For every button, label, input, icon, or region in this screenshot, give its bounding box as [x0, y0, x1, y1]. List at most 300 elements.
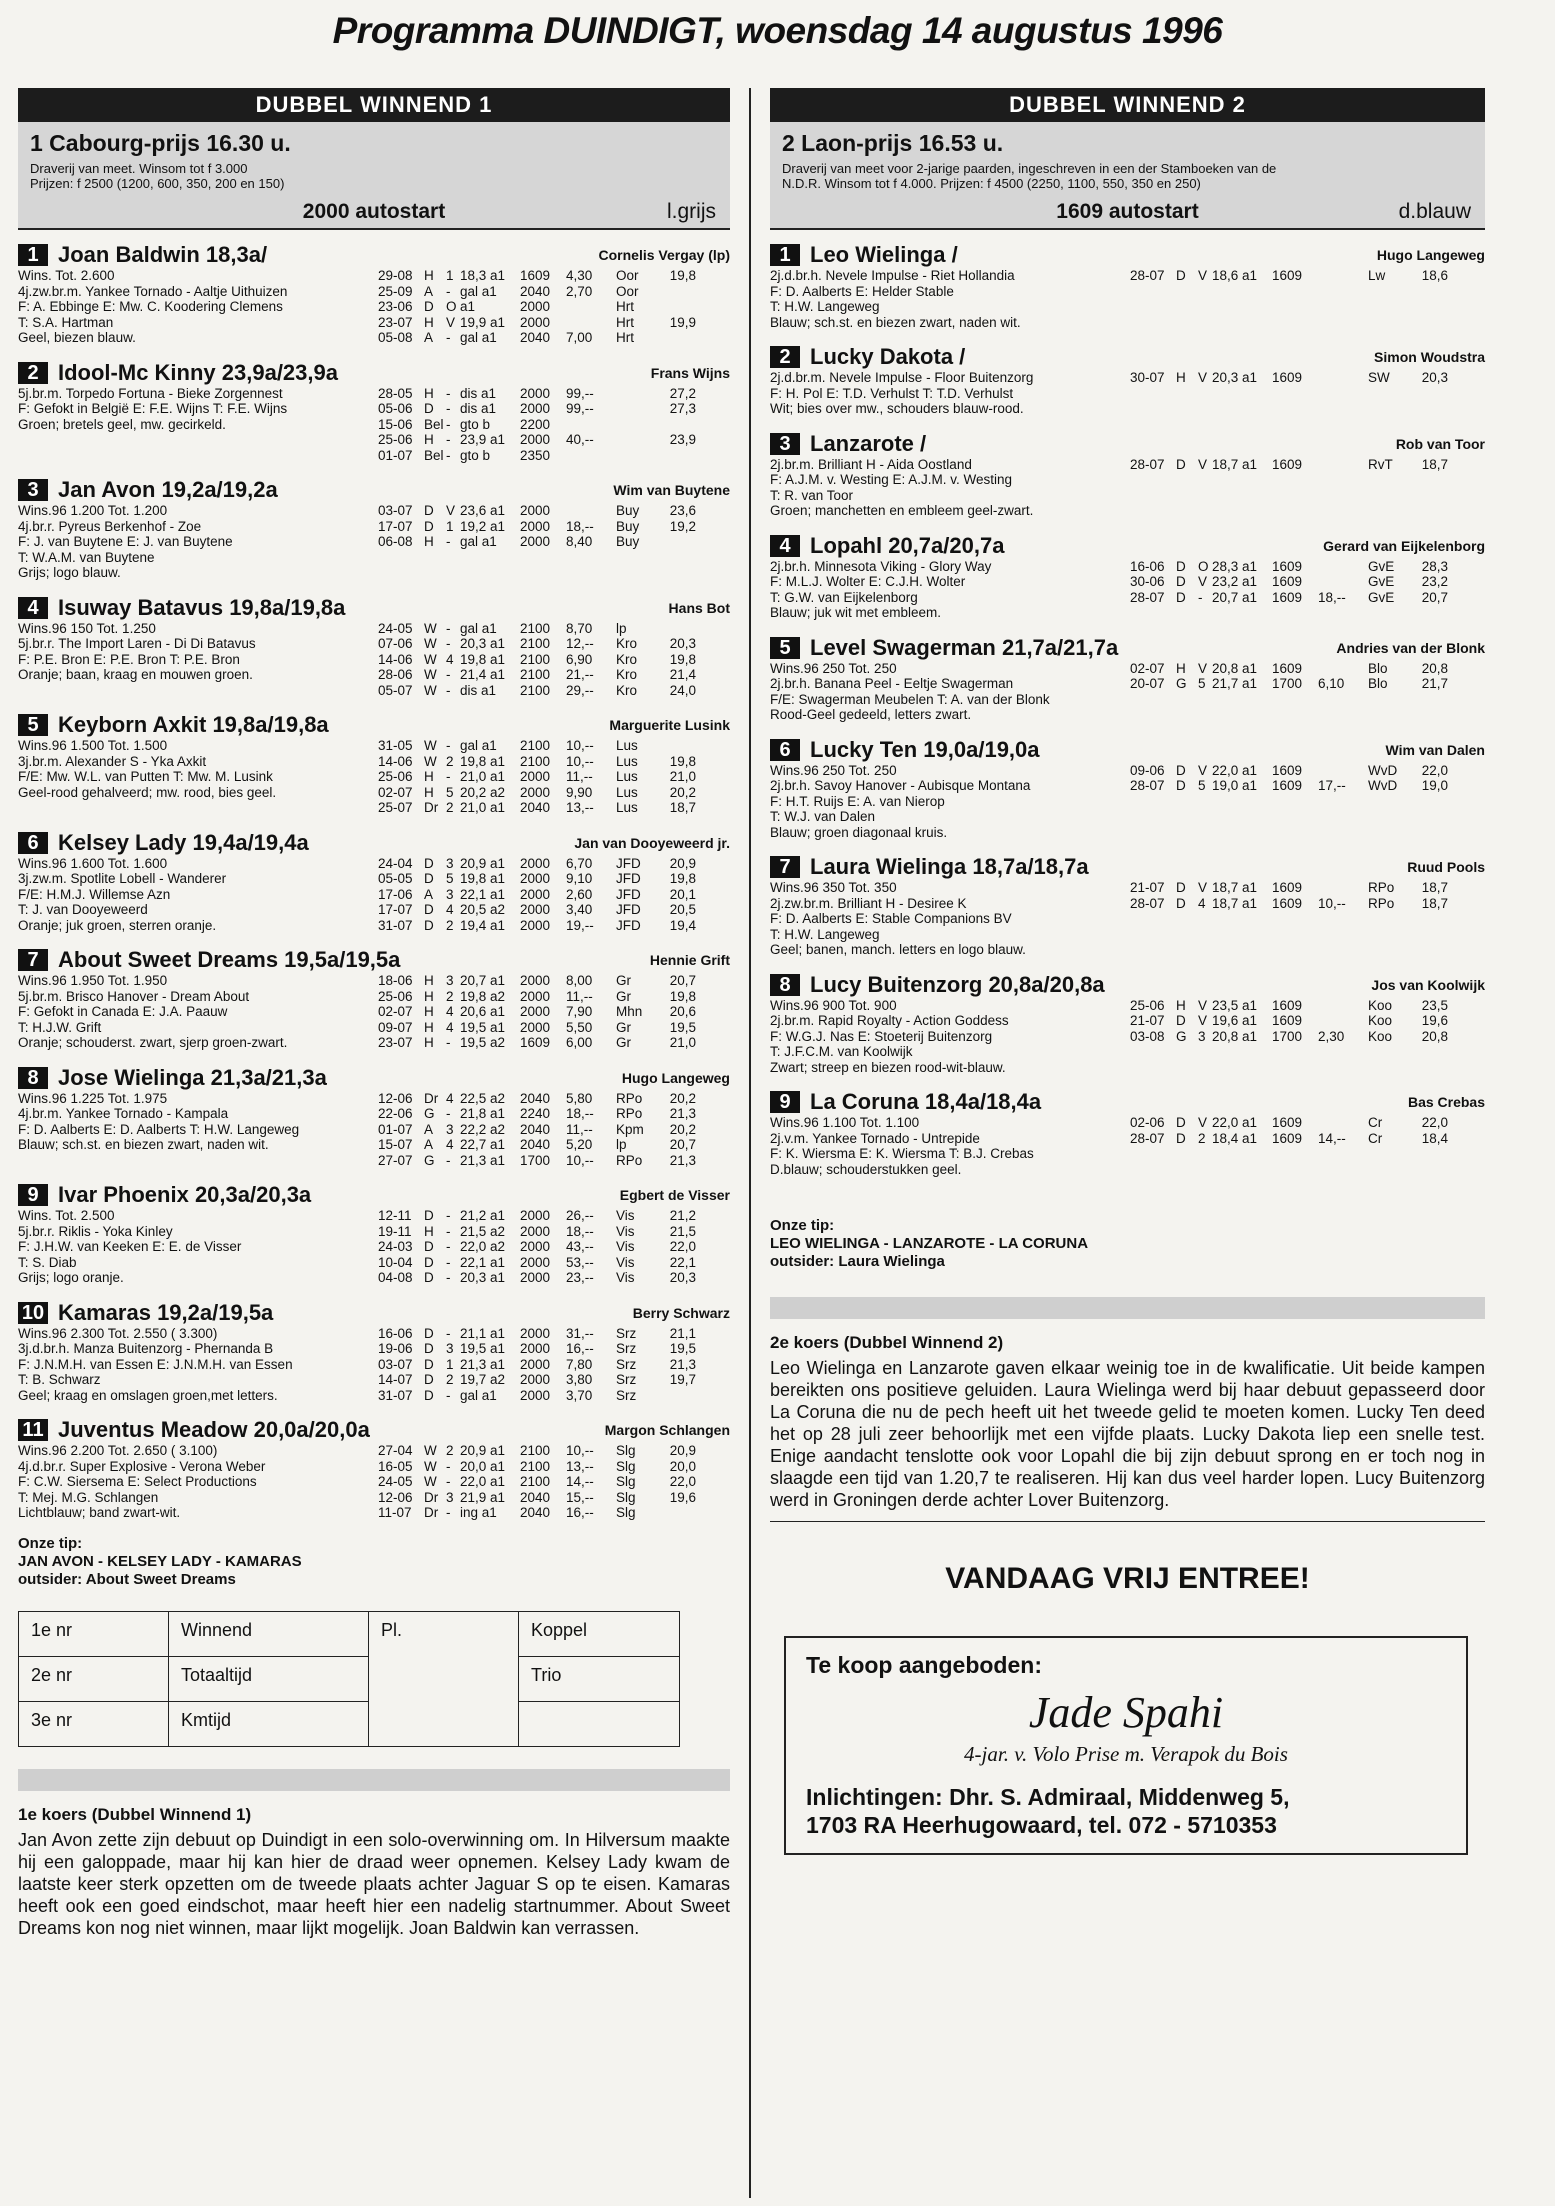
- result-cell: Blo: [1368, 676, 1388, 691]
- result-cell: 16,--: [566, 1341, 594, 1356]
- result-cell: -: [446, 738, 451, 753]
- result-cell: Gr: [616, 988, 631, 1004]
- result-row: [378, 1505, 730, 1521]
- start-results: [378, 1091, 730, 1169]
- result-cell: -: [446, 416, 451, 432]
- result-cell: Koo: [1368, 997, 1393, 1013]
- result-cell: D: [424, 518, 434, 534]
- result-cell: D: [424, 1270, 434, 1285]
- result-cell: 22,0 a1: [1212, 762, 1258, 778]
- result-cell: O: [446, 299, 457, 314]
- result-cell: 20,2: [669, 784, 696, 800]
- result-cell: 2000: [520, 886, 551, 902]
- result-cell: 2040: [520, 1121, 551, 1137]
- result-cell: 2000: [520, 855, 551, 871]
- result-cell: 2040: [520, 330, 551, 345]
- result-cell: ing a1: [460, 1505, 497, 1520]
- result-cell: 20-07: [1130, 676, 1165, 691]
- result-cell: D: [424, 503, 434, 518]
- info-line: F: Gefokt in Canada E: J.A. Paauw: [18, 1004, 228, 1019]
- result-row: [1130, 1115, 1485, 1131]
- result-cell: 05-07: [378, 682, 413, 698]
- info-line: Blauw; sch.st. en biezen zwart, naden wit.: [770, 314, 1021, 330]
- result-cell: 5: [446, 784, 454, 800]
- info-line: T: J.F.C.M. van Koolwijk: [770, 1044, 913, 1059]
- result-cell: 99,--: [566, 401, 594, 416]
- runner-body: [18, 856, 730, 934]
- result-row: [1130, 763, 1485, 779]
- result-cell: 18,6: [1421, 268, 1448, 283]
- race-distance: 1609 autostart: [1056, 200, 1199, 223]
- result-cell: H: [424, 1035, 434, 1050]
- result-cell: H: [424, 314, 434, 330]
- start-results: [378, 1208, 730, 1286]
- result-cell: 2100: [520, 1474, 551, 1489]
- runner-entry: [770, 972, 1485, 1076]
- result-cell: Lw: [1368, 268, 1386, 283]
- bet-grid: [18, 1611, 680, 1747]
- result-cell: 31-07: [378, 917, 413, 933]
- info-line: Wins.96 1.200 Tot. 1.200: [18, 503, 168, 518]
- result-cell: 22,0 a1: [1212, 1115, 1258, 1130]
- result-cell: 15-06: [378, 416, 413, 432]
- result-cell: 2100: [520, 682, 551, 698]
- ad-horse-name: Jade Spahi: [1028, 1688, 1224, 1737]
- result-cell: 23,2: [1421, 574, 1448, 589]
- result-cell: 2000: [520, 432, 551, 447]
- info-line: Geel, biezen blauw.: [18, 330, 136, 345]
- result-cell: D: [424, 1239, 434, 1254]
- result-cell: Slg: [616, 1443, 636, 1458]
- result-cell: 12,--: [566, 636, 594, 651]
- result-cell: 20,3 a1: [460, 1270, 506, 1285]
- result-cell: -: [446, 1474, 451, 1489]
- result-cell: O: [1198, 558, 1209, 574]
- section-header: DUBBEL WINNEND 1: [18, 88, 730, 122]
- result-cell: -: [446, 1505, 451, 1520]
- result-cell: 5,80: [566, 1090, 593, 1106]
- result-cell: [566, 448, 616, 464]
- result-cell: 22-06: [378, 1106, 413, 1121]
- result-cell: 2000: [520, 385, 551, 401]
- result-cell: 20,0: [669, 1458, 696, 1474]
- start-number: 1: [18, 244, 48, 266]
- result-cell: H: [424, 534, 434, 549]
- result-cell: 2040: [520, 1137, 551, 1152]
- result-cell: [656, 299, 696, 315]
- result-cell: -: [446, 620, 451, 636]
- result-cell: 20,7: [669, 1137, 696, 1152]
- result-row: [378, 1372, 730, 1388]
- result-cell: [616, 432, 656, 448]
- start-results: [378, 1443, 730, 1521]
- result-cell: H: [424, 988, 434, 1004]
- info-line: T: W.J. van Dalen: [770, 809, 876, 824]
- info-line: 2j.d.br.h. Nevele Impulse - Riet Hollandia: [770, 268, 1015, 283]
- runner-info: [770, 661, 1130, 723]
- free-entry-banner: VANDAAG VRIJ ENTREE!: [945, 1562, 1310, 1595]
- result-cell: Slg: [616, 1474, 636, 1489]
- result-cell: Hrt: [616, 299, 634, 314]
- result-cell: 23-06: [378, 299, 413, 314]
- result-cell: Slg: [616, 1505, 636, 1520]
- result-cell: 28-07: [1130, 589, 1165, 605]
- info-line: 2j.d.br.m. Nevele Impulse - Floor Buitenzorg: [770, 370, 1034, 385]
- result-cell: 10-04: [378, 1254, 413, 1270]
- result-cell: 5: [446, 871, 454, 886]
- result-cell: 2000: [520, 503, 551, 518]
- result-cell: 18,6 a1: [1212, 268, 1258, 283]
- result-cell: 23,5: [1421, 997, 1448, 1013]
- info-line: T: R. van Toor: [770, 487, 854, 503]
- result-cell: 05-08: [378, 330, 413, 345]
- result-cell: 29-08: [378, 268, 413, 283]
- info-line: 5j.br.r. Riklis - Yoka Kinley: [18, 1223, 173, 1239]
- result-cell: 22,0: [1421, 762, 1448, 778]
- result-cell: 16,--: [566, 1505, 594, 1520]
- info-line: 2j.br.h. Savoy Hanover - Aubisque Montana: [770, 778, 1031, 793]
- result-cell: 24-04: [378, 855, 413, 871]
- result-cell: Koo: [1368, 1013, 1393, 1028]
- result-cell: Kro: [616, 682, 638, 698]
- result-cell: 20,9: [669, 855, 696, 871]
- result-cell: 27,2: [669, 385, 696, 401]
- result-cell: 1700: [1272, 1028, 1303, 1044]
- result-cell: W: [424, 667, 437, 682]
- start-results: [1130, 457, 1485, 519]
- result-cell: 21,0 a1: [460, 800, 506, 815]
- result-cell: JFD: [616, 902, 641, 917]
- start-number: 5: [770, 637, 800, 659]
- result-cell: 23,6 a1: [460, 503, 506, 518]
- result-cell: 8,70: [566, 620, 593, 636]
- result-cell: 19,8: [669, 871, 696, 886]
- result-cell: 1609: [1272, 574, 1303, 589]
- result-row: [378, 315, 730, 331]
- result-cell: [1318, 998, 1368, 1014]
- runner-header: [18, 947, 730, 973]
- info-line: 4j.zw.br.m. Yankee Tornado - Aaltje Uithuizen: [18, 283, 288, 299]
- runner-info: [18, 1091, 378, 1169]
- info-line: 3j.zw.m. Spotlite Lobell - Wanderer: [18, 871, 227, 886]
- grid-cell: Koppel: [519, 1612, 679, 1657]
- result-cell: -: [446, 385, 451, 401]
- result-cell: G: [424, 1106, 435, 1121]
- horse-name: La Coruna 18,4a/18,4a: [810, 1089, 1042, 1114]
- horse-name: Kamaras 19,2a/19,5a: [58, 1299, 274, 1325]
- result-cell: gal a1: [460, 330, 497, 345]
- result-cell: W: [424, 1458, 437, 1474]
- result-cell: 2000: [520, 1387, 551, 1403]
- runner-info: [18, 738, 378, 816]
- result-cell: H: [424, 784, 434, 800]
- result-row: [378, 503, 730, 519]
- result-cell: 3,70: [566, 1387, 593, 1403]
- result-cell: 2000: [520, 401, 551, 416]
- info-line: Wins.96 250 Tot. 250: [770, 660, 897, 676]
- result-cell: 2200: [520, 416, 551, 432]
- info-line: Wins. Tot. 2.500: [18, 1208, 115, 1223]
- result-cell: 02-07: [1130, 660, 1165, 676]
- result-cell: -: [446, 534, 451, 549]
- result-cell: 3: [446, 1121, 454, 1137]
- result-cell: 1: [446, 268, 454, 283]
- horse-name: Lucky Dakota /: [810, 344, 966, 369]
- result-cell: 15-07: [378, 1137, 413, 1152]
- result-cell: Blo: [1368, 660, 1388, 676]
- result-cell: [656, 738, 696, 754]
- info-line: 2j.br.h. Minnesota Viking - Glory Way: [770, 558, 992, 574]
- result-cell: 20,9 a1: [460, 855, 506, 871]
- result-cell: 2000: [520, 1254, 551, 1270]
- result-cell: [616, 401, 656, 417]
- result-cell: -: [446, 1208, 451, 1223]
- result-cell: 21-07: [1130, 880, 1165, 895]
- start-number: 8: [18, 1067, 48, 1089]
- result-cell: 2000: [520, 1372, 551, 1387]
- result-row: [378, 1239, 730, 1255]
- runner-body: [18, 386, 730, 464]
- result-cell: G: [424, 1152, 435, 1168]
- grey-separator: [770, 1297, 1485, 1319]
- runner-body: [18, 738, 730, 816]
- result-cell: 2000: [520, 1004, 551, 1019]
- result-cell: 12-11: [378, 1208, 412, 1223]
- runner-body: [770, 661, 1485, 723]
- driver-name: Ruud Pools: [1407, 859, 1485, 875]
- start-results: [378, 856, 730, 934]
- result-cell: JFD: [616, 886, 641, 902]
- result-cell: 02-06: [1130, 1115, 1165, 1130]
- runner-body: [770, 880, 1485, 958]
- result-cell: D: [424, 1325, 434, 1341]
- result-cell: 2000: [520, 784, 551, 800]
- info-line: Rood-Geel gedeeld, letters zwart.: [770, 707, 972, 722]
- result-cell: 20,7: [1421, 589, 1448, 605]
- result-cell: 3: [446, 1489, 454, 1505]
- result-cell: 20,7: [669, 973, 696, 988]
- result-cell: [656, 1388, 696, 1404]
- result-row: [1130, 998, 1485, 1014]
- result-cell: 10,--: [566, 1152, 594, 1168]
- result-cell: D: [424, 1372, 434, 1387]
- runner-entry: [770, 854, 1485, 958]
- result-row: [378, 621, 730, 637]
- runner-header: [18, 477, 730, 503]
- result-cell: 22,0: [1421, 1115, 1448, 1130]
- result-cell: 2000: [520, 1325, 551, 1341]
- result-cell: 7,00: [566, 330, 593, 345]
- result-row: [378, 738, 730, 754]
- result-cell: -: [446, 1152, 451, 1168]
- result-cell: D: [424, 902, 434, 917]
- result-cell: 23,9 a1: [460, 432, 506, 447]
- result-cell: 22,1 a1: [460, 1254, 506, 1270]
- result-cell: 20,2 a2: [460, 784, 506, 800]
- result-row: [378, 989, 730, 1005]
- result-cell: 20,6 a1: [460, 1004, 506, 1019]
- result-cell: Gr: [616, 1019, 631, 1035]
- result-cell: 2040: [520, 800, 551, 815]
- result-row: [378, 871, 730, 887]
- result-cell: -: [446, 1223, 451, 1239]
- result-cell: 23-07: [378, 314, 413, 330]
- result-cell: 18,7: [1421, 880, 1448, 895]
- result-cell: 13,--: [566, 1458, 594, 1474]
- result-cell: V: [1198, 1115, 1208, 1130]
- section-header: DUBBEL WINNEND 2: [770, 88, 1485, 122]
- result-cell: 19,8 a2: [460, 988, 506, 1004]
- runner-entry: [18, 830, 730, 934]
- result-cell: V: [446, 503, 456, 518]
- result-cell: 19,5: [669, 1341, 696, 1356]
- result-cell: 21,0: [669, 769, 696, 784]
- result-cell: Kro: [616, 651, 638, 667]
- result-cell: 1609: [520, 1035, 551, 1050]
- result-cell: 28-07: [1130, 895, 1165, 911]
- result-cell: -: [446, 1239, 451, 1254]
- runner-header: [18, 1300, 730, 1326]
- result-cell: D: [424, 917, 434, 933]
- result-cell: 2000: [520, 314, 551, 330]
- result-cell: 21,7 a1: [1212, 676, 1258, 691]
- result-row: [378, 268, 730, 284]
- runner-body: [770, 559, 1485, 621]
- result-cell: 6,00: [566, 1035, 593, 1050]
- runner-header: [18, 595, 730, 621]
- result-cell: JFD: [616, 855, 641, 871]
- driver-name: Marguerite Lusink: [609, 717, 730, 733]
- result-cell: W: [424, 620, 437, 636]
- result-cell: [656, 417, 696, 433]
- result-cell: -: [446, 636, 451, 651]
- result-cell: 43,--: [566, 1239, 594, 1254]
- result-cell: Lus: [616, 753, 638, 769]
- result-row: [378, 754, 730, 770]
- result-cell: 19,5 a2: [460, 1035, 506, 1050]
- result-cell: -: [446, 401, 451, 416]
- ad-contact-line: Inlichtingen: Dhr. S. Admiraal, Middenweg 5,: [806, 1784, 1290, 1810]
- result-cell: 2,60: [566, 886, 593, 902]
- grid-cell: Kmtijd: [169, 1702, 369, 1746]
- result-cell: 17-07: [378, 902, 413, 917]
- result-cell: 20,9 a1: [460, 1443, 506, 1458]
- result-cell: 2040: [520, 1090, 551, 1106]
- result-cell: A: [424, 283, 434, 299]
- runner-header: [770, 854, 1485, 880]
- info-line: Wins.96 2.200 Tot. 2.650 ( 3.100): [18, 1443, 218, 1458]
- runner-body: [770, 998, 1485, 1076]
- result-cell: 28-07: [1130, 778, 1165, 793]
- info-line: Wit; bies over mw., schouders blauw-rood.: [770, 401, 1024, 416]
- driver-name: Simon Woudstra: [1374, 349, 1485, 365]
- result-cell: Oor: [616, 283, 639, 299]
- runner-info: [770, 268, 1130, 330]
- result-cell: 17,--: [1318, 778, 1346, 793]
- result-cell: JFD: [616, 917, 641, 933]
- result-cell: 19,5 a1: [460, 1341, 506, 1356]
- result-cell: 1609: [1272, 762, 1303, 778]
- result-row: [1130, 880, 1485, 896]
- info-line: 4j.br.m. Yankee Tornado - Kampala: [18, 1106, 229, 1121]
- result-cell: D: [1176, 456, 1186, 472]
- result-cell: 2100: [520, 667, 551, 682]
- runner-entry: [18, 242, 730, 346]
- result-cell: 2100: [520, 620, 551, 636]
- result-cell: 25-07: [378, 800, 413, 815]
- result-cell: 2000: [520, 1223, 551, 1239]
- result-row: [378, 1474, 730, 1490]
- info-line: F: J. van Buytene E: J. van Buytene: [18, 534, 233, 549]
- race-info-box: [770, 122, 1485, 230]
- result-cell: 2: [446, 800, 454, 815]
- start-number: 2: [18, 362, 48, 384]
- result-cell: -: [446, 1458, 451, 1474]
- result-row: [378, 1224, 730, 1240]
- result-cell: 19,7 a2: [460, 1372, 506, 1387]
- driver-name: Wim van Dalen: [1385, 741, 1485, 758]
- result-cell: 2100: [520, 651, 551, 667]
- result-cell: D: [1176, 762, 1186, 778]
- start-results: [1130, 763, 1485, 841]
- result-cell: -: [446, 667, 451, 682]
- tip-picks: JAN AVON - KELSEY LADY - KAMARAS: [18, 1552, 302, 1570]
- result-cell: H: [424, 973, 434, 988]
- result-cell: 25-06: [1130, 997, 1165, 1013]
- result-cell: D: [1176, 268, 1186, 283]
- result-cell: 19,8 a1: [460, 651, 506, 667]
- result-cell: Oor: [616, 268, 639, 283]
- result-cell: D: [1176, 880, 1186, 895]
- result-cell: 01-07: [378, 1121, 413, 1137]
- result-row: [378, 1490, 730, 1506]
- runner-info: [18, 1443, 378, 1521]
- result-cell: Srz: [616, 1372, 637, 1387]
- grid-cell: 2e nr: [19, 1657, 169, 1702]
- result-cell: 23-07: [378, 1035, 413, 1050]
- result-cell: 18,--: [566, 1223, 594, 1239]
- result-cell: 3: [446, 855, 454, 871]
- result-cell: 03-07: [378, 1356, 413, 1372]
- ad-pedigree: 4-jar. v. Volo Prise m. Verapok du Bois: [964, 1742, 1288, 1766]
- result-cell: [616, 417, 656, 433]
- result-cell: Lus: [616, 738, 638, 753]
- runner-entry: [18, 1300, 730, 1404]
- result-cell: W: [424, 636, 437, 651]
- result-cell: Dr: [424, 1505, 439, 1520]
- result-row: [378, 785, 730, 801]
- result-cell: 21,3: [669, 1152, 696, 1168]
- result-cell: 20,3 a1: [1212, 370, 1258, 385]
- result-cell: 2: [446, 753, 454, 769]
- result-cell: -: [446, 1325, 451, 1341]
- result-cell: 8,40: [566, 534, 593, 549]
- result-cell: [1318, 268, 1368, 284]
- result-row: [378, 534, 730, 550]
- result-cell: 4,30: [566, 268, 593, 283]
- result-cell: gal a1: [460, 620, 497, 636]
- race-color: l.grijs: [666, 200, 716, 223]
- result-cell: 31,--: [566, 1325, 594, 1341]
- result-cell: 22,5 a2: [460, 1090, 506, 1106]
- result-cell: 22,0 a2: [460, 1239, 506, 1254]
- result-cell: D: [1176, 1115, 1186, 1130]
- info-line: Wins.96 150 Tot. 1.250: [18, 620, 156, 636]
- grid-cell: Pl.: [369, 1612, 519, 1746]
- result-cell: GvE: [1368, 558, 1395, 574]
- result-cell: 19,9 a1: [460, 314, 506, 330]
- result-cell: [656, 1505, 696, 1521]
